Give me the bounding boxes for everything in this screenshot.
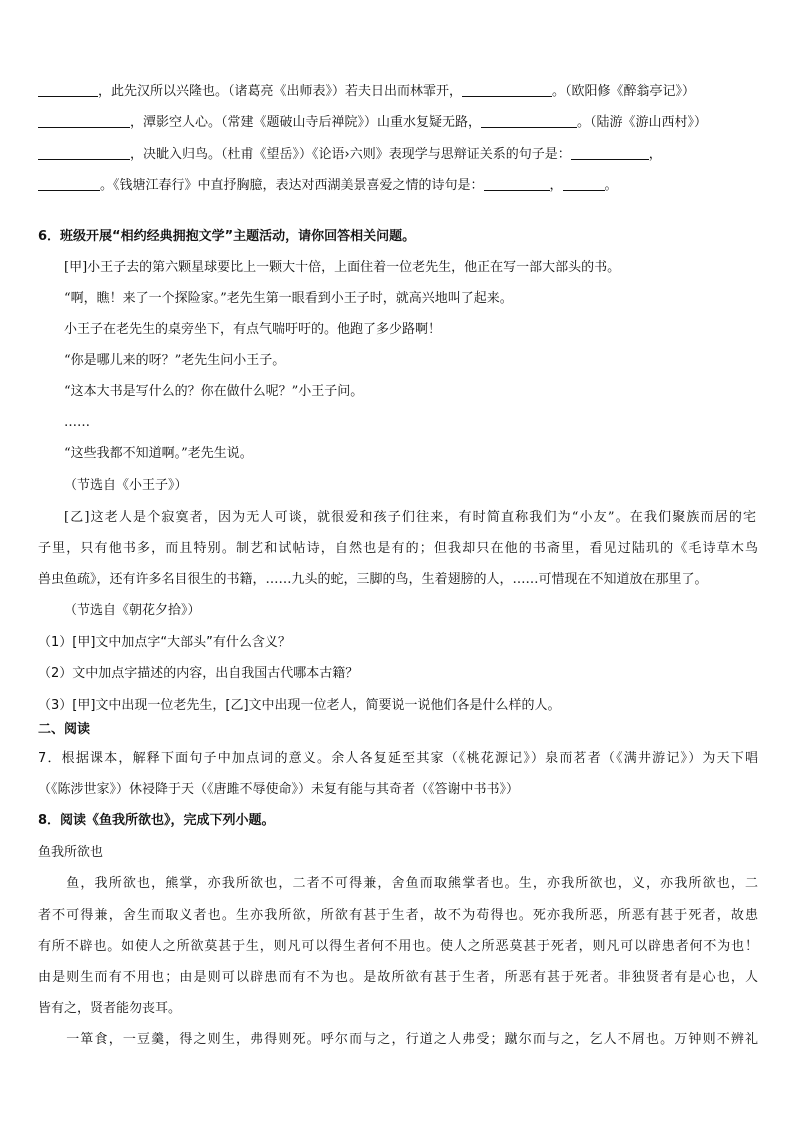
passage-jia-source: （节选自《小王子》） xyxy=(64,478,188,493)
passage-line: 鱼，我所欲也，熊掌，亦我所欲也，二者不可得兼，舍鱼而取熊掌者也。生，亦我所欲也，义，亦我所欲也，二 xyxy=(38,876,758,891)
question-7-line: 7．根据课本，解释下面句子中加点词的意义。余人各复延至其家（《桃花源记》）泉而茗者（《满井游记》）为天下唱 xyxy=(38,751,758,766)
passage-title: 鱼我所欲也 xyxy=(38,845,104,860)
passage-line: 由是则生而有不用也；由是则可以辟患而有不为也。是故所欲有甚于生者，所恶有甚于死者。非独贤者有是心也，人 xyxy=(38,970,758,985)
fill-row-3 xyxy=(38,145,662,165)
answer-blank[interactable] xyxy=(38,145,130,160)
fill-text: 。（陆游《游山西村》） xyxy=(577,115,708,130)
fill-text: ， xyxy=(648,147,662,162)
passage-line: 皆有之，贤者能勿丧耳。 xyxy=(38,1001,182,1016)
question-7-line: （《陈涉世家》）休祲降于天（《唐雎不辱使命》）未复有能与其奇者（《答谢中书书》） xyxy=(38,782,520,797)
passage-yi-line: 兽虫鱼疏》，还有许多名目很生的书籍，……九头的蛇，三脚的鸟，生着翅膀的人，……可惜现在不知道放在那里了。 xyxy=(38,572,708,587)
answer-blank[interactable] xyxy=(484,176,550,191)
fill-text: ， xyxy=(549,178,563,193)
passage-yi-source: （节选自《朝花夕拾》） xyxy=(64,603,201,618)
answer-blank[interactable] xyxy=(481,113,577,128)
question-6-stem: 6．班级开展“相约经典拥抱文学”主题活动，请你回答相关问题。 xyxy=(38,229,416,244)
fill-text: ，决眦入归鸟。（杜甫《望岳》）《论语›六则》表现学与思辩证关系的句子是： xyxy=(130,147,571,162)
fill-row-1 xyxy=(38,82,695,102)
section-heading: 二、阅读 xyxy=(38,722,91,737)
passage-line: 有所不辟也。如使人之所欲莫甚于生，则凡可以得生者何不用也。使人之所恶莫甚于死者，则凡可以辟患者何不为也！ xyxy=(38,939,758,954)
fill-text: ，潭影空人心。（常建《题破山寺后禅院》）山重水复疑无路， xyxy=(130,115,482,130)
question-8-stem: 8．阅读《鱼我所欲也》，完成下列小题。 xyxy=(38,813,275,828)
answer-blank[interactable] xyxy=(571,145,649,160)
passage-jia-line: [甲]小王子去的第六颗星球要比上一颗大十倍，上面住着一位老先生，他正在写一部大部头的书。 xyxy=(64,260,621,275)
fill-text: 。（欧阳修《醉翁亭记》） xyxy=(552,84,696,99)
fill-text: 。《钱塘江春行》中直抒胸臆，表达对西湖美景喜爱之情的诗句是： xyxy=(100,178,484,193)
passage-yi-line: [乙]这老人是个寂寞者，因为无人可谈，就很爱和孩子们往来，有时简直称我们为“小友”。在我们聚族而居的宅 xyxy=(64,510,756,525)
fill-row-2 xyxy=(38,113,707,133)
fill-text: 。 xyxy=(604,178,618,193)
passage-jia-line: “你是哪儿来的呀？”老先生问小王子。 xyxy=(64,353,286,368)
passage-line: 一箪食，一豆羹，得之则生，弗得则死。呼尔而与之，行道之人弗受；蹴尔而与之，乞人不屑也。万钟则不辨礼 xyxy=(38,1032,758,1047)
fill-row-4 xyxy=(38,176,618,196)
passage-jia-line: “这本大书是写什么的？你在做什么呢？”小王子问。 xyxy=(64,384,364,399)
answer-blank[interactable] xyxy=(563,176,605,191)
sub-question-3: （3）[甲]文中出现一位老先生，[乙]文中出现一位老人，简要说一说他们各是什么样的人。 xyxy=(38,698,561,713)
fill-text: ，此先汉所以兴隆也。（诸葛亮《出师表》）若夫日出而林霏开， xyxy=(98,84,463,99)
answer-blank[interactable] xyxy=(38,113,130,128)
sub-question-1: （1）[甲]文中加点字“大部头”有什么含义？ xyxy=(38,635,291,650)
sub-question-2: （2）文中加点字描述的内容，出自我国古代哪本古籍？ xyxy=(38,666,359,681)
passage-line: 者不可得兼，舍生而取义者也。生亦我所欲，所欲有甚于生者，故不为苟得也。死亦我所恶，所恶有甚于死者，故患 xyxy=(38,908,758,923)
answer-blank[interactable] xyxy=(38,82,98,97)
passage-jia-line: 小王子在老先生的桌旁坐下，有点气喘吁吁的。他跑了多少路啊！ xyxy=(64,322,442,337)
answer-blank[interactable] xyxy=(462,82,552,97)
passage-yi-line: 子里，只有他书多，而且特别。制艺和试帖诗，自然也是有的；但我却只在他的书斋里，看见过陆玑的《毛诗草木鸟 xyxy=(38,541,758,556)
passage-jia-line: “啊，瞧！来了一个探险家。”老先生第一眼看到小王子时，就高兴地叫了起来。 xyxy=(64,291,513,306)
passage-jia-line: …… xyxy=(64,415,90,430)
passage-jia-line: “这些我都不知道啊。”老先生说。 xyxy=(64,446,253,461)
answer-blank[interactable] xyxy=(38,176,100,191)
